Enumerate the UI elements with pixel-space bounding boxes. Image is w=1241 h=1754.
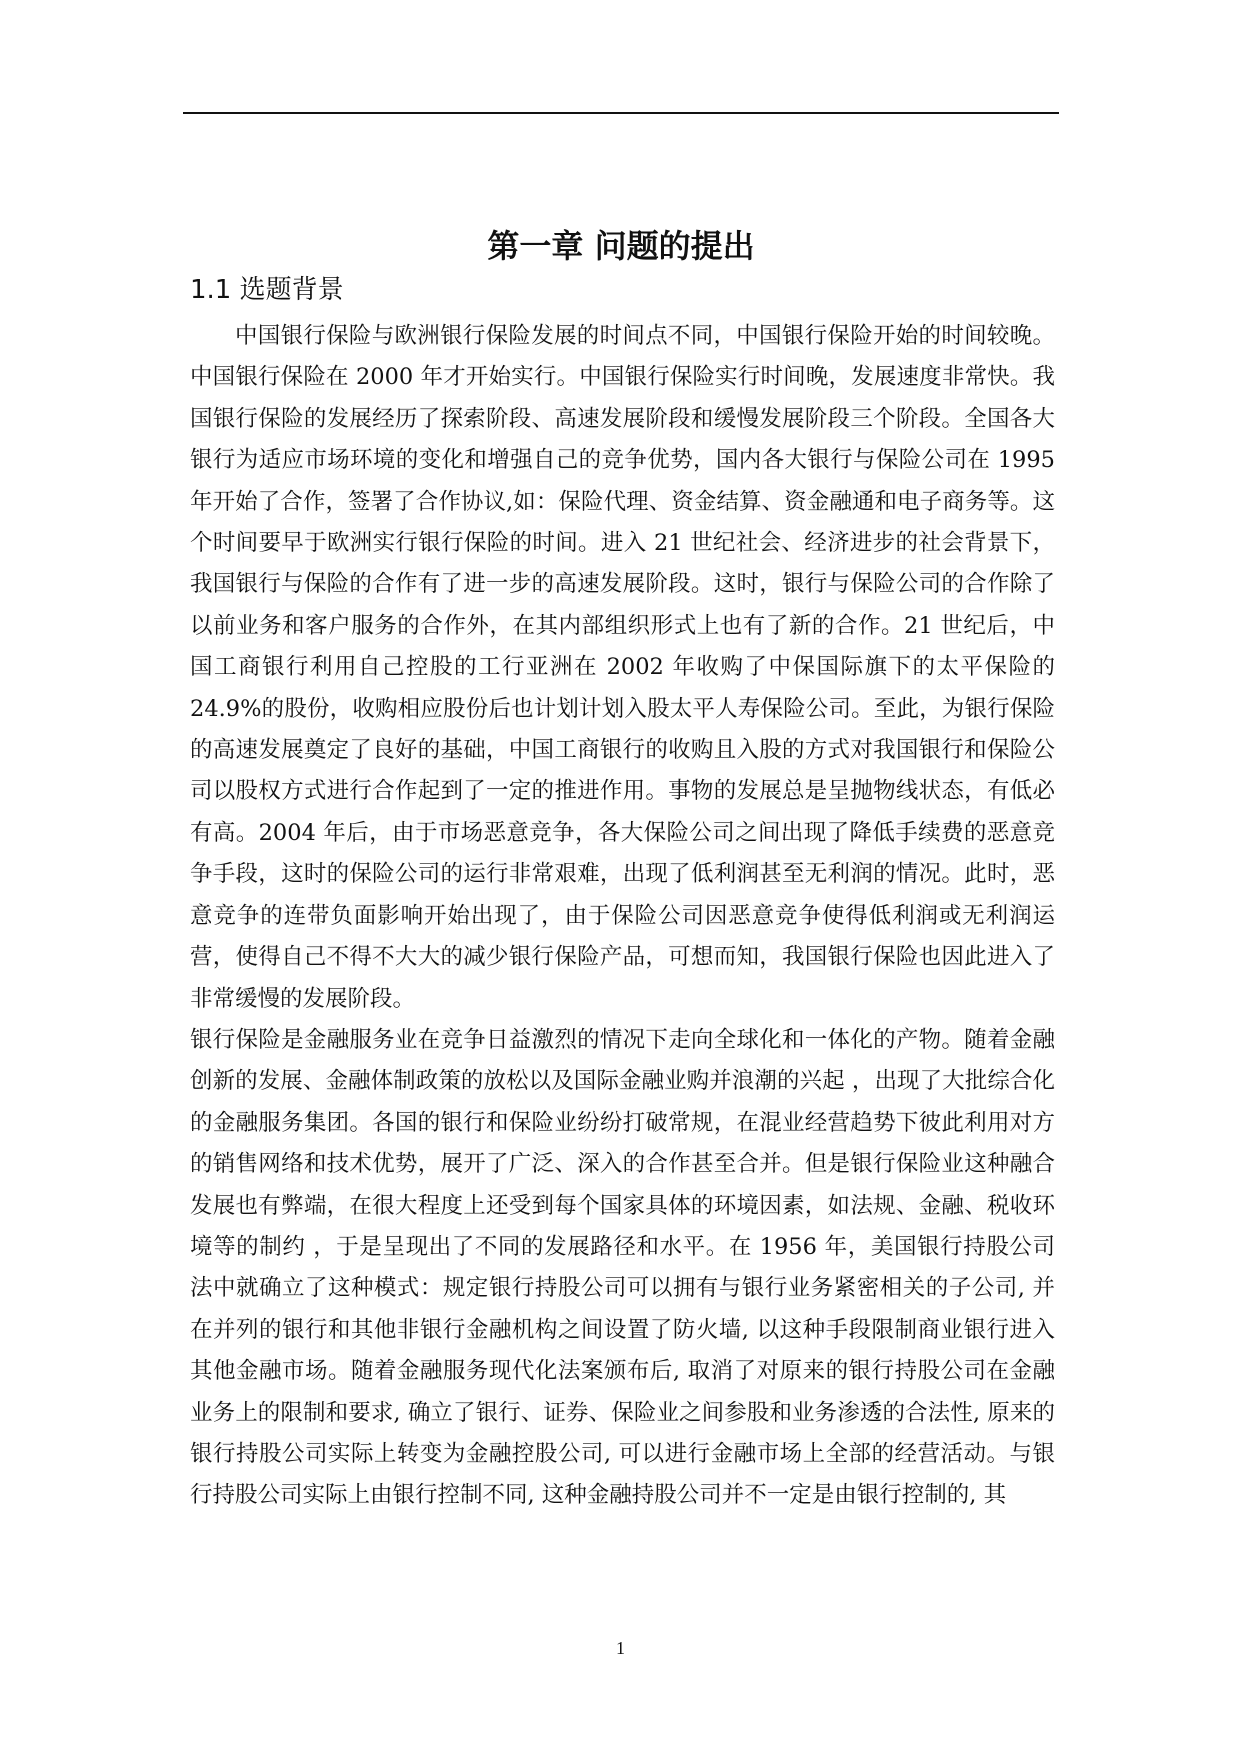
header-rule: [183, 112, 1059, 114]
chapter-title: 第一章 问题的提出: [487, 227, 755, 265]
section-title: 1.1 选题背景: [190, 275, 344, 305]
paragraph-2: 银行保险是金融服务业在竞争日益激烈的情况下走向全球化和一体化的产物。随着金融创新的发展、金融体制政策的放松以及国际金融业购并浪潮的兴起 ，出现了大批综合化的金融服务集团。各国的银行和保险业纷纷打破常规，在混业经营趋势下彼此利用对方的销售网络和技术优势，展开了广泛、深入的合作甚至合并。但是银行保险业这种融合发展也有弊端，在很大程度上还受到每个国家具体的环境因素，如法规、金融、税收环境等的制约 ，于是呈现出了不同的发展路径和水平。在 1956 年，美国银行持股公司法中就确立了这种模式：规定银行持股公司可以拥有与银行业务紧密相关的子公司, 并在并列的银行和其他非银行金融机构之间设置了防火墙, 以这种手段限制商业银行进入其他金融市场。随着金融服务现代化法案颁布后, 取消了对原来的银行持股公司在金融业务上的限制和要求, 确立了银行、证券、保险业之间参股和业务渗透的合法性, 原来的银行持股公司实际上转变为金融控股公司, 可以进行金融市场上全部的经营活动。与银行持股公司实际上由银行控制不同, 这种金融持股公司并不一定是由银行控制的, 其: [190, 1026, 1055, 1509]
paragraph-1: 中国银行保险与欧洲银行保险发展的时间点不同，中国银行保险开始的时间较晚。中国银行保险在 2000 年才开始实行。中国银行保险实行时间晚，发展速度非常快。我国银行保险的发展经历了探索阶段、高速发展阶段和缓慢发展阶段三个阶段。全国各大银行为适应市场环境的变化和增强自己的竞争优势，国内各大银行与保险公司在 1995 年开始了合作，签署了合作协议,如：保险代理、资金结算、资金融通和电子商务等。这个时间要早于欧洲实行银行保险的时间。进入 21 世纪社会、经济进步的社会背景下，我国银行与保险的合作有了进一步的高速发展阶段。这时，银行与保险公司的合作除了以前业务和客户服务的合作外，在其内部组织形式上也有了新的合作。21 世纪后，中国工商银行利用自己控股的工行亚洲在 2002 年收购了中保国际旗下的太平保险的 24.9%的股份，收购相应股份后也计划计划入股太平人寿保险公司。至此，为银行保险的高速发展奠定了良好的基础，中国工商银行的收购且入股的方式对我国银行和保险公司以股权方式进行合作起到了一定的推进作用。事物的发展总是呈抛物线状态，有低必有高。2004 年后，由于市场恶意竞争，各大保险公司之间出现了降低手续费的恶意竞争手段，这时的保险公司的运行非常艰难，出现了低利润甚至无利润的情况。此时，恶意竞争的连带负面影响开始出现了，由于保险公司因恶意竞争使得低利润或无利润运营，使得自己不得不大大的减少银行保险产品，可想而知，我国银行保险也因此进入了非常缓慢的发展阶段。: [190, 323, 1055, 1012]
page-number: 1: [616, 1638, 625, 1658]
body-text: [190, 316, 1055, 1517]
